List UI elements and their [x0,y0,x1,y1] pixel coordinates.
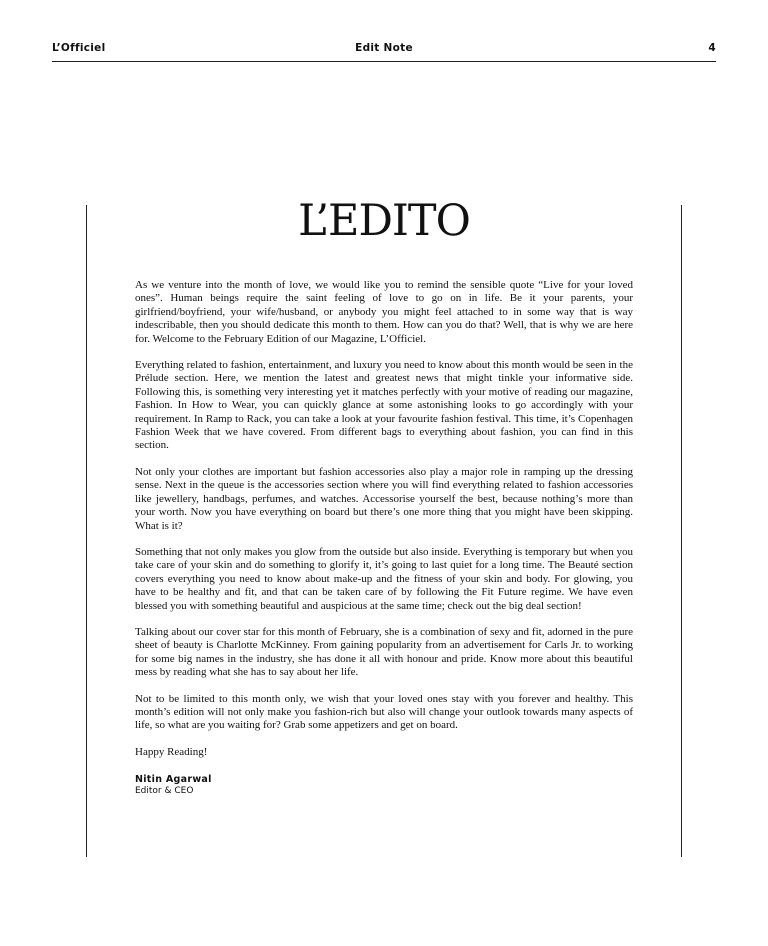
paragraph: As we venture into the month of love, we would like you to remind the sensible quote “Live for your loved ones”. Human beings require the saint feeling of love to go on in life. Be it your parents, your girlfriend/boyfriend, your wife/husband, or anybody you might feel attached to in some way that is way indescribable, then you should dedicate this month to them. How can you do that? Well, that is why we are here for. Welcome to the February Edition of our Magazine, L’Officiel. [135,279,633,345]
signature-role: Editor & CEO [135,786,194,797]
paragraph: Not to be limited to this month only, we wish that your loved ones stay with you forever and healthy. This month’s edition will not only make you fashion-rich but also will change your outlook towards many aspects of life, so what are you waiting for? Grab some appetizers and get on board. [135,692,633,732]
right-border-line [681,205,682,857]
paragraph: Not only your clothes are important but fashion accessories also play a major role in ramping up the dressing sense. Next in the queue is the accessories section where you will find everything related to fashion accessories like jewellery, handbags, perfumes, and watches. Accessorise yourself the best, because nothing’s more than your worth. Now you have everything on board but there’s one more thing that you might have been skipping. What is it? [135,465,633,532]
header-divider [52,61,716,62]
page-number: 4 [708,42,716,54]
signature-name: Nitin Agarwal [135,774,212,786]
section-title: Edit Note [355,42,413,54]
page-title: L’EDITO [298,196,470,246]
left-border-line [86,205,87,857]
greeting: Happy Reading! [135,745,208,758]
brand-name: L’Officiel [52,42,106,54]
paragraph: Something that not only makes you glow from the outside but also inside. Everything is temporary but when you take care of your skin and do something to glorify it, it’s going to last quiet for a long time. The Beauté section covers everything you need to know about make-up and the fitness of your skin and body. For glowing, you have to be healthy and fit, and that can be taken care of by following the Fit Future regime. We have even blessed you with something beautiful and auspicious at the same time; check out the big deal section! [135,545,633,612]
editorial-body [135,279,633,797]
page-header [52,40,716,60]
paragraph: Talking about our cover star for this month of February, she is a combination of sexy and fit, adorned in the pure sheet of beauty is Charlotte McKinney. From gaining popularity from an advertisement for Carls Jr. to working for some big names in the industry, she has done it all with honour and pride. Know more about this beautiful mess by reading what she has to say about her life. [135,625,633,679]
paragraph: Everything related to fashion, entertainment, and luxury you need to know about this month would be seen in the Prélude section. Here, we mention the latest and greatest news that might tinkle your informative side. Following this, is something very interesting yet it matches perfectly with your motive of reading our magazine, Fashion. In How to Wear, you can quickly glance at some astonishing looks to go accordingly with your requirement. In Ramp to Rack, you can take a look at your favourite fashion festival. This time, it’s Copenhagen Fashion Week that we have covered. From different bags to everything about fashion, you can find in this section. [135,359,633,452]
